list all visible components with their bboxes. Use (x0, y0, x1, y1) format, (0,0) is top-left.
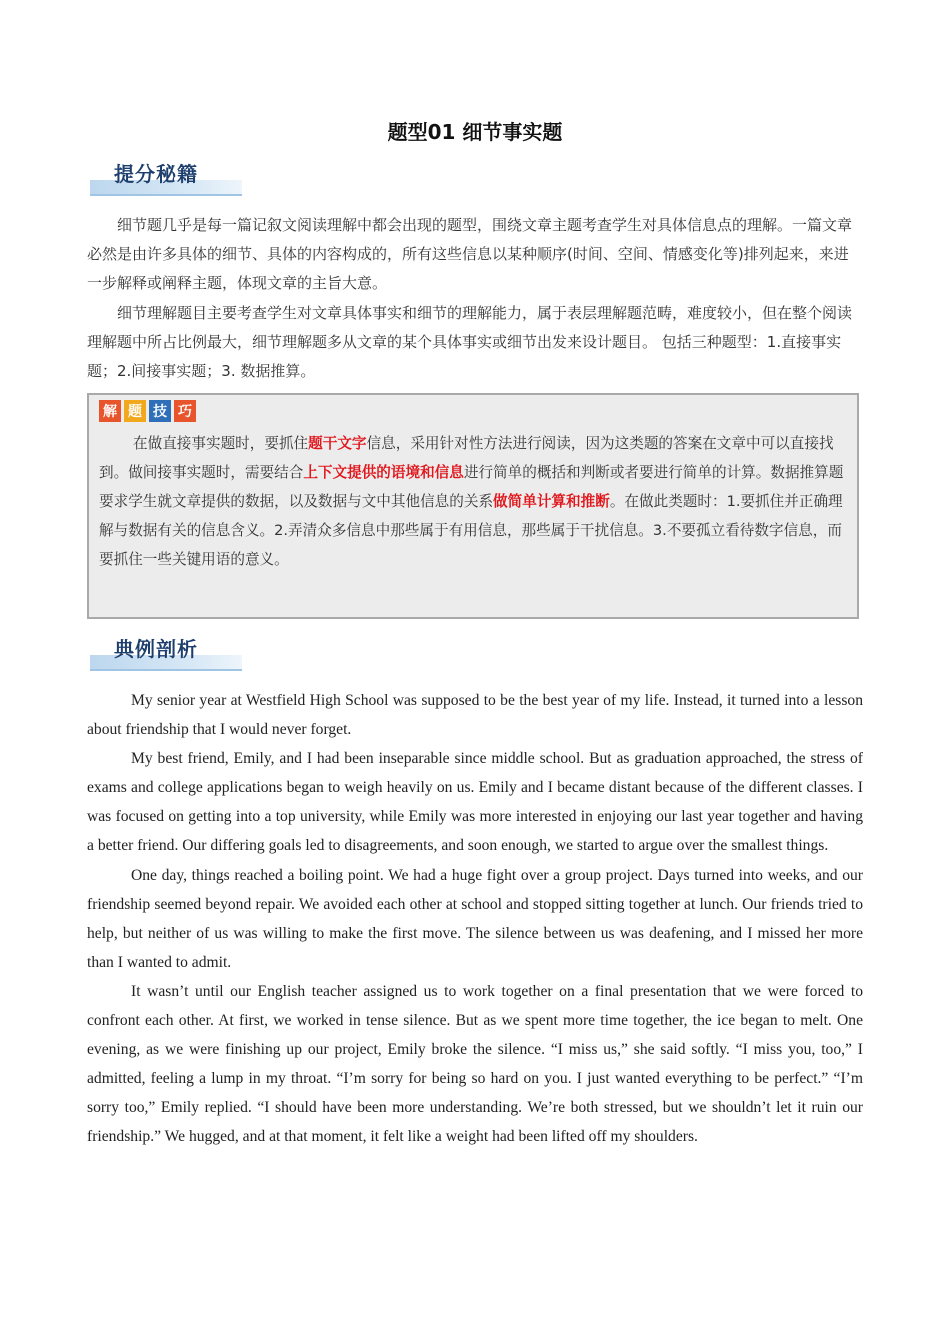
tips-text (99, 429, 851, 574)
story-paragraph: My senior year at Westfield High School was supposed to be the best year of my life. Instead, it turned into a lesson about friendship that I would never forget. (87, 692, 863, 739)
story-paragraph: One day, things reached a boiling point. We had a huge fight over a group project. Days turned into weeks, and our friendship seemed beyond repair. We avoided each other at school and stopped sitting together at lunch. Our friends tried to help, but neither of us was willing to make the first move. The silence between us was deafening, and I missed her more than I wanted to admit. (87, 866, 863, 971)
tips-box (87, 393, 859, 619)
tips-text-segment: 信息，采用针对性方法进行阅读，因为这类题的答案在文章中可以直接找到。做间接事实题时，需要结合 (99, 435, 834, 481)
section-heading: 提分秘籍 (114, 162, 198, 186)
tips-text-segment: 。在做此类题时：1.要抓住并正确理解与数据有关的信息含义。2.弄清众多信息中那些属于有用信息，那些属于干扰信息。3.不要孤立看待数字信息，而要抓住一些关键用语的意义。 (99, 493, 843, 568)
story-paragraph: It wasn’t until our English teacher assigned us to work together on a final presentation that we were forced to confront each other. At first, we worked in tense silence. But as we spent more time together, the ice began to melt. One evening, as we were finishing up our project, Emily broke the silence. “I miss us,” she said softly. “I miss you, too,” I admitted, feeling a lump in my throat. “I’m sorry for being so hard on you. I just wanted everything to be perfect.” “I’m sorry too,” Emily replied. “I should have been more understanding. We’re both stressed, but we shouldn’t let it ruin our friendship.” We hugged, and at that moment, it felt like a weight had been lifted off my shoulders. (87, 982, 863, 1146)
tips-highlight: 题干文字 (308, 435, 367, 452)
page-title: 题型01 细节事实题 (387, 120, 563, 144)
section-banner-examples (90, 631, 242, 671)
intro-paragraph: 细节理解题目主要考查学生对文章具体事实和细节的理解能力，属于表层理解题范畴，难度较小，但在整个阅读理解题中所占比例最大，细节理解题多从文章的某个具体事实或细节出发来设计题目。 包括三种题型：1.直接事实题；2.间接事实题；3. 数据推算。 (87, 304, 853, 380)
tips-badge: 题 (124, 400, 146, 422)
story-paragraph: My best friend, Emily, and I had been inseparable since middle school. But as graduation approached, the stress of exams and college applications began to weigh heavily on us. Emily and I became distant because of the different classes. I was focused on getting into a top university, while Emily was more interested in enjoying our last year together and having a better friend. Our differing goals led to disagreements, and soon enough, we started to argue over the smallest things. (87, 750, 863, 855)
tips-badge: 解 (99, 400, 121, 422)
intro-paragraph: 细节题几乎是每一篇记叙文阅读理解中都会出现的题型，围绕文章主题考查学生对具体信息点的理解。一篇文章必然是由许多具体的细节、具体的内容构成的，所有这些信息以某种顺序(时间、空间、情感变化等)排列起来，来进一步解释或阐释主题，体现文章的主旨大意。 (87, 216, 853, 292)
tips-badge-group (99, 400, 199, 422)
tips-badge: 技 (149, 400, 171, 422)
section-heading: 典例剖析 (114, 637, 198, 661)
tips-text-segment: 在做直接事实题时，要抓住 (133, 435, 309, 452)
example-passage (87, 686, 863, 1152)
tips-text-segment: 进行简单的概括和判断或者要进行简单的计算。数据推算题要求学生就文章提供的数据，以及数据与文中其他信息的关系 (99, 464, 844, 510)
tips-highlight: 上下文提供的语境和信息 (303, 464, 464, 481)
tips-highlight: 做简单计算和推断 (493, 493, 610, 510)
section-banner-tips (90, 156, 242, 196)
tips-badge: 巧 (174, 400, 196, 422)
